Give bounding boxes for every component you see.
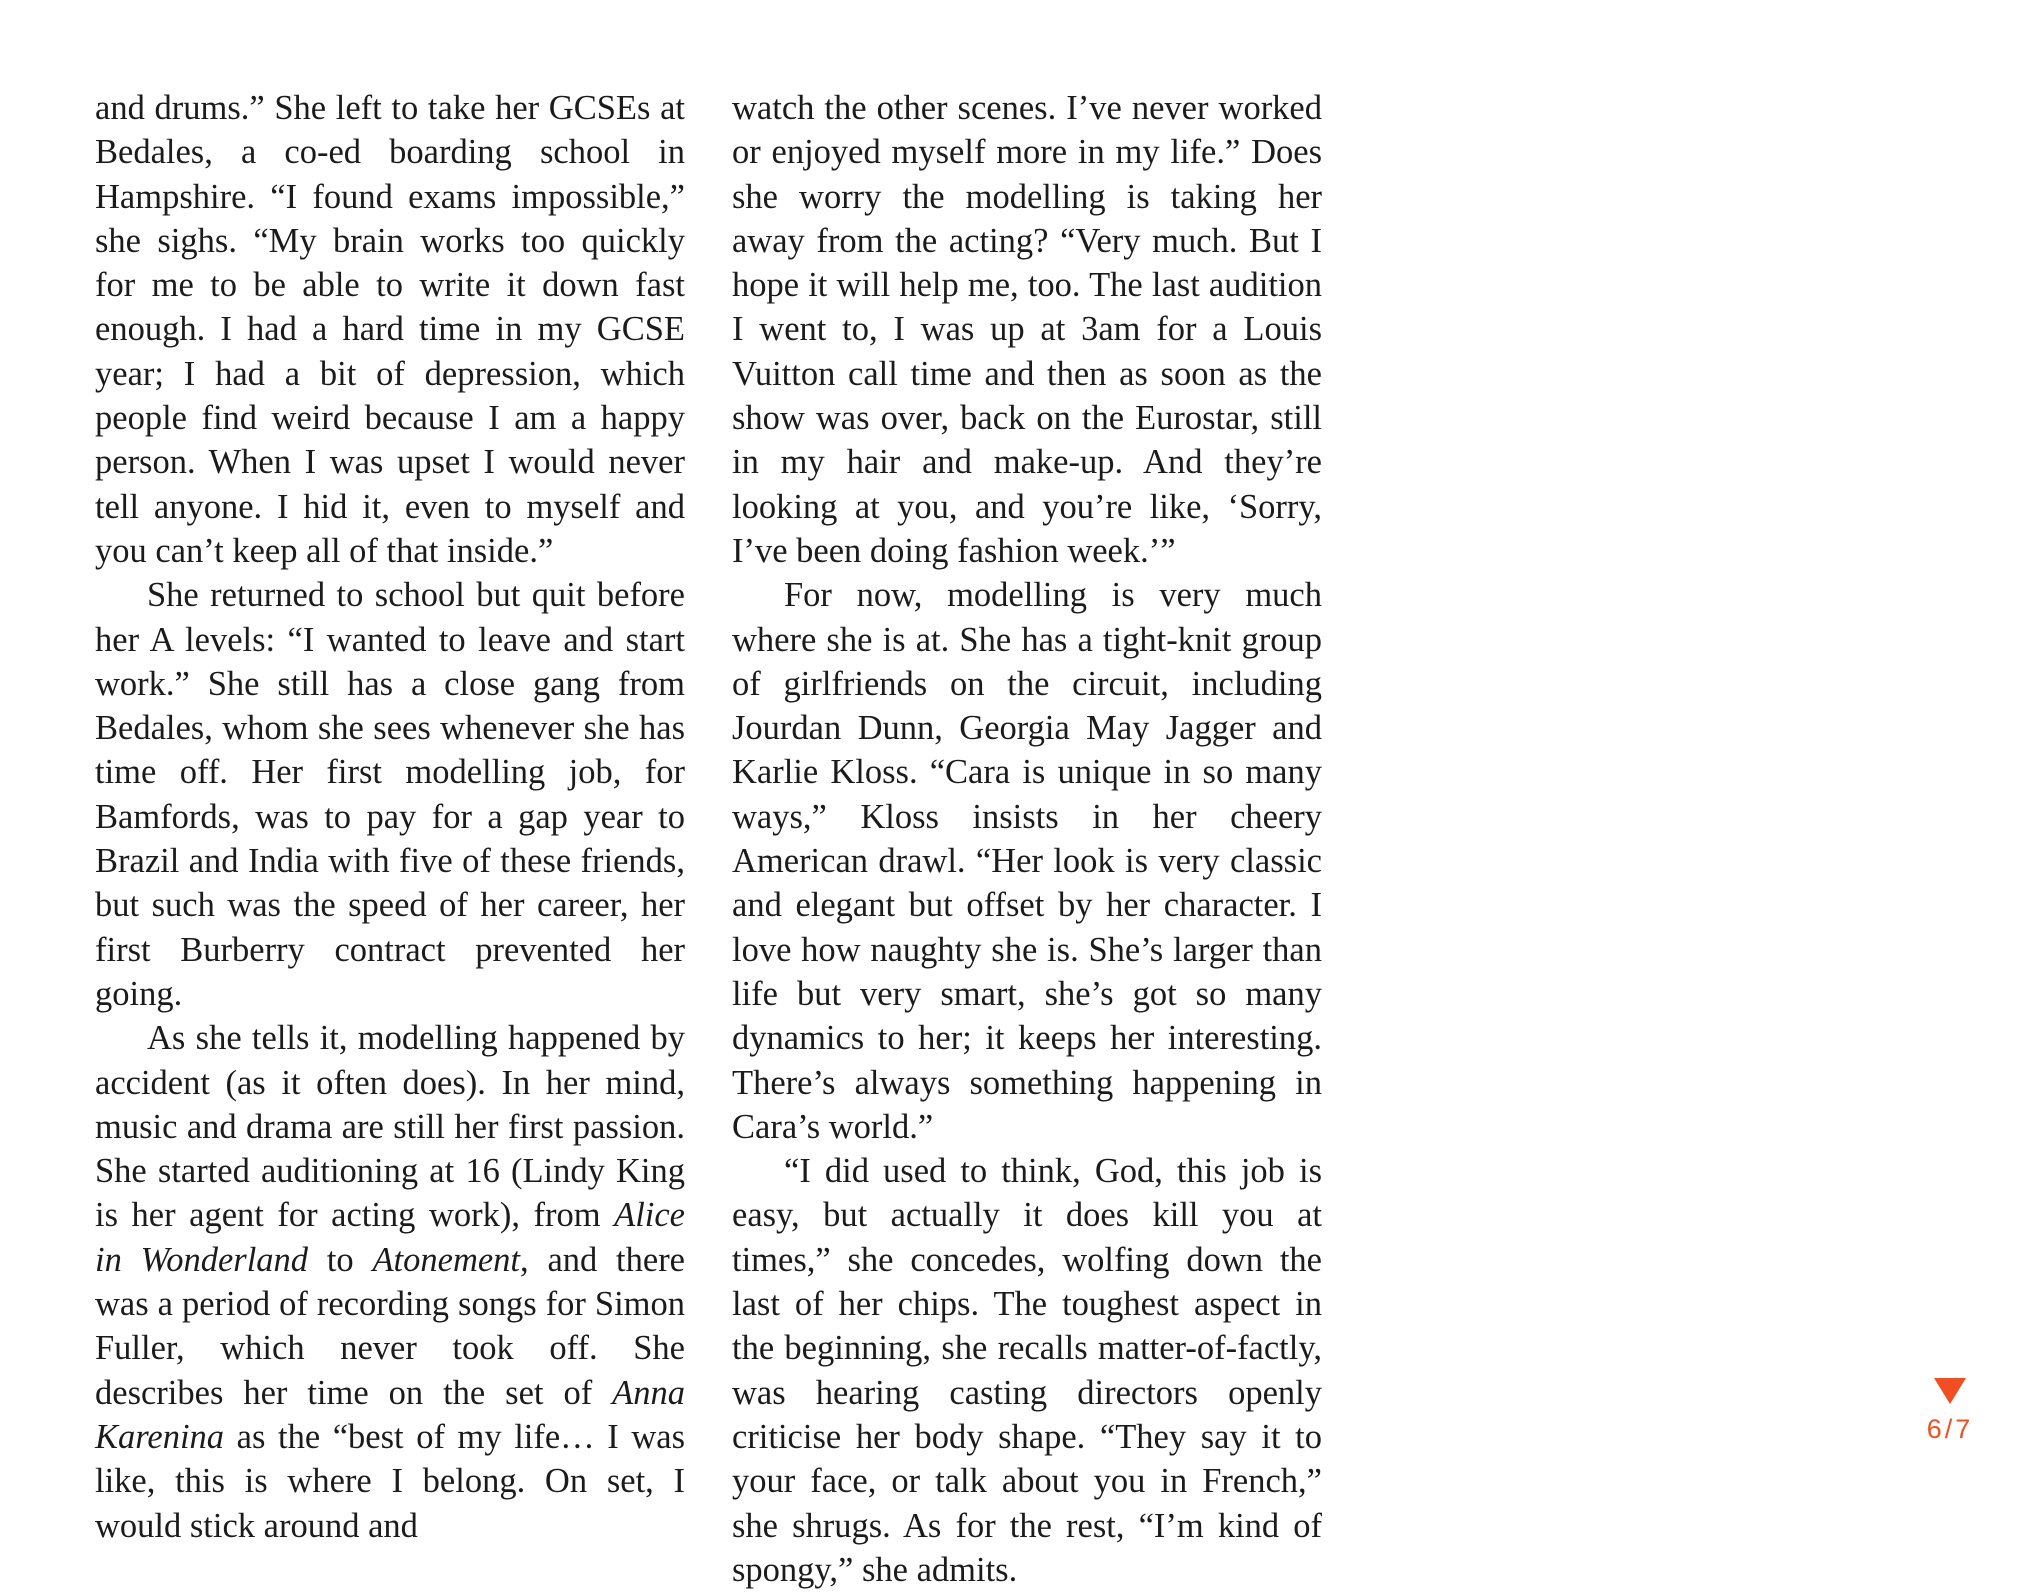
text-run: As she tells it, modelling happened by accident (as it often does). In her mind, music and drama are still her first passion. She started auditioning at 16 (Lindy King is her agent for acting work), from [95, 1019, 685, 1235]
paragraph [95, 1016, 685, 1548]
paragraph: watch the other scenes. I’ve never worked or enjoyed myself more in my life.” Does she worry the modelling is taking her away from the acting? “Very much. But I hope it will help me, too. The last audition I went to, I was up at 3am for a Louis Vuitton call time and then as soon as the show was over, back on the Eurostar, still in my hair and make-up. And they’re looking at you, and you’re like, ‘Sorry, I’ve been doing fashion week.’” [732, 89, 1322, 570]
paragraph: “I did used to think, God, this job is easy, but actually it does kill you at times,” she concedes, wolfing down the last of her chips. The toughest aspect in the beginning, she recalls matter-of-factly, was hearing casting directors openly criticise her body shape. “They say it to your face, or talk about you in French,” she shrugs. As for the rest, “I’m kind of spongy,” she admits. [732, 1152, 1322, 1589]
text-run: as the “best of my life… I was like, this is where I belong. On set, I would stick around and [95, 1417, 685, 1545]
text-run: to [308, 1240, 373, 1279]
page-indicator[interactable] [1920, 1378, 1980, 1445]
article-column-right [732, 86, 1322, 1592]
paragraph: and drums.” She left to take her GCSEs at Bedales, a co-ed boarding school in Hampshire. “I found exams impossible,” she sighs. “My brain works too quickly for me to be able to write it down fast enough. I had a hard time in my GCSE year; I had a bit of depression, which people find weird because I am a happy person. When I was upset I would never tell anyone. I hid it, even to myself and you can’t keep all of that inside.” [95, 89, 685, 570]
down-arrow-icon[interactable] [1934, 1378, 1966, 1404]
paragraph: For now, modelling is very much where she is at. She has a tight-knit group of girlfriends on the circuit, including Jourdan Dunn, Georgia May Jagger and Karlie Kloss. “Cara is unique in so many ways,” Kloss insists in her cheery American drawl. “Her look is very classic and elegant but offset by her character. I love how naughty she is. She’s larger than life but very smart, she’s got so many dynamics to her; it keeps her interesting. There’s always something happening in Cara’s world.” [732, 576, 1322, 1146]
article-column-left [95, 86, 685, 1548]
film-title: Anna Karenina [95, 1373, 685, 1456]
film-title: Alice in Wonderland [95, 1196, 685, 1279]
page-number: 6/7 [1926, 1414, 1974, 1444]
paragraph: She returned to school but quit before her A levels: “I wanted to leave and start work.” She still has a close gang from Bedales, whom she sees whenever she has time off. Her first modelling job, for Bamfords, was to pay for a gap year to Brazil and India with five of these friends, but such was the speed of her career, her first Burberry contract prevented her going. [95, 576, 685, 1013]
film-title: Atonement [372, 1240, 521, 1279]
text-run: , and there was a period of recording songs for Simon Fuller, which never took off. She describes her time on the set of [95, 1240, 685, 1412]
